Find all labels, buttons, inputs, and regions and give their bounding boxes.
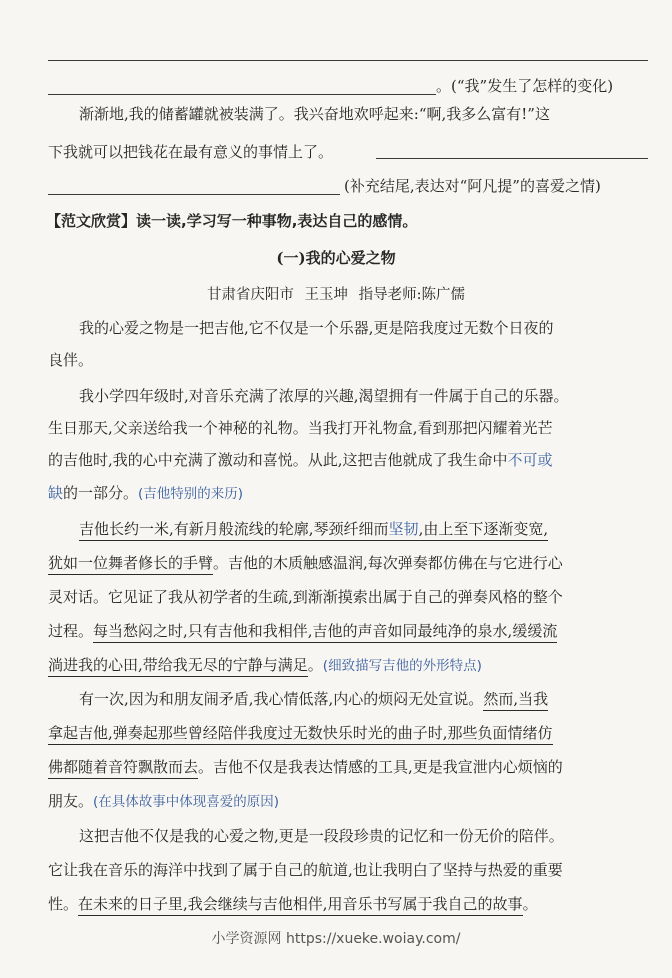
section-header (46, 211, 417, 231)
underlined-text: 在未来的日子里,我会继续与吉他相伴,用音乐书写属于我自己的故事 (78, 895, 523, 916)
answer-line (48, 94, 436, 95)
paragraph-line (48, 483, 648, 504)
paragraph-line (48, 450, 648, 470)
section-tag: 【范文欣赏】 (46, 212, 137, 230)
highlight-word: 缺 (48, 484, 64, 502)
annotation-note: (在具体故事中体现喜爱的原因) (93, 794, 280, 810)
underlined-text: 淌进我的心田,带给我无尽的宁静与满足 (48, 656, 308, 677)
paragraph-line (79, 689, 648, 709)
answer-line (48, 194, 340, 195)
highlight-word: 坚韧 (389, 520, 419, 541)
annotation-note: (吉他特别的来历) (138, 486, 244, 502)
paragraph-text: 性。 (48, 895, 79, 913)
paragraph-line (48, 723, 648, 743)
paragraph-line (48, 791, 648, 812)
underlined-text: ,由上至下逐渐变宽, (419, 520, 549, 541)
paragraph-line: 渐渐地,我的储蓄罐就被装满了。我兴奋地欢呼起来:“啊,我多么富有!”这 (79, 105, 550, 123)
underlined-text: 然而,当我 (483, 690, 548, 711)
paragraph-text: 的一部分。 (63, 484, 139, 502)
paragraph-line: 生日那天,父亲送给我一个神秘的礼物。当我打开礼物盒,看到那把闪耀着光芒 (48, 419, 553, 437)
paragraph-line (48, 655, 648, 676)
paragraph-text: 下我就可以把钱花在最有意义的事情上了。 (48, 143, 334, 161)
question-hint: 。(“我”发生了怎样的变化) (436, 77, 614, 95)
paragraph-line (79, 519, 648, 539)
paragraph-text: 有一次,因为和朋友闹矛盾,我心情低落,内心的烦闷无处宣说。 (79, 690, 484, 708)
paragraph-line (48, 757, 648, 777)
paragraph-line (48, 553, 648, 573)
underlined-text: 拿起吉他,弹奏起那些曾经陪伴我度过无数快乐时光的曲子时,那些负面情绪仿 (48, 724, 553, 745)
paragraph-line: 良伴。 (48, 351, 94, 369)
paragraph-line: 这把吉他不仅是我的心爱之物,更是一段段珍贵的记忆和一份无价的陪伴。 (79, 827, 564, 845)
paragraph-text: 过程。 (48, 622, 94, 640)
answer-line (48, 60, 648, 61)
paragraph-text: 。吉他不仅是我表达情感的工具,更是我宣泄内心烦恼的 (198, 758, 563, 776)
paragraph-line: 我的心爱之物是一把吉他,它不仅是一个乐器,更是陪我度过无数个日夜的 (79, 319, 554, 337)
section-instruction: 读一读,学习写一种事物,表达自己的感情。 (136, 212, 418, 230)
paragraph-text: 。 (307, 656, 323, 674)
essay-byline: 甘肃省庆阳市 王玉坤 指导老师:陈广儒 (206, 287, 466, 303)
watermark-footer: 小学资源网 https://xueke.woiay.com/ (211, 931, 461, 947)
underlined-text: 吉他长约一米,有新月般流线的轮廓,琴颈纤细而 (79, 520, 389, 541)
essay-title: (一)我的心爱之物 (276, 249, 396, 267)
paragraph-line (48, 621, 648, 641)
paragraph-text: 。吉他的木质触感温润,每次弹奏都仿佛在与它进行心 (213, 554, 563, 572)
underlined-text: 佛都随着音符飘散而去 (48, 758, 198, 779)
highlight-word: 不可或 (507, 451, 553, 469)
paragraph-text: 。 (522, 895, 538, 913)
answer-line (376, 158, 648, 159)
underlined-text: 每当愁闷之时,只有吉他和我相伴,吉他的声音如同最纯净的泉水,缓缓流 (93, 622, 557, 643)
paragraph-line (48, 142, 648, 162)
paragraph-line: 灵对话。它见证了我从初学者的生疏,到渐渐摸索出属于自己的弹奏风格的整个 (48, 588, 563, 606)
paragraph-line: 它让我在音乐的海洋中找到了属于自己的航道,也让我明白了坚持与热爱的重要 (48, 861, 563, 879)
underlined-text: 犹如一位舞者修长的手臂 (48, 554, 213, 575)
paragraph-line: 我小学四年级时,对音乐充满了浓厚的兴趣,渴望拥有一件属于自己的乐器。 (79, 387, 569, 405)
question-hint: (补充结尾,表达对“阿凡提”的喜爱之情) (344, 177, 601, 195)
paragraph-line (48, 894, 648, 914)
paragraph-text: 朋友。 (48, 792, 94, 810)
annotation-note: (细致描写吉他的外形特点) (322, 658, 482, 674)
paragraph-text: 的吉他时,我的心中充满了激动和喜悦。从此,这把吉他就成了我生命中 (48, 451, 508, 469)
